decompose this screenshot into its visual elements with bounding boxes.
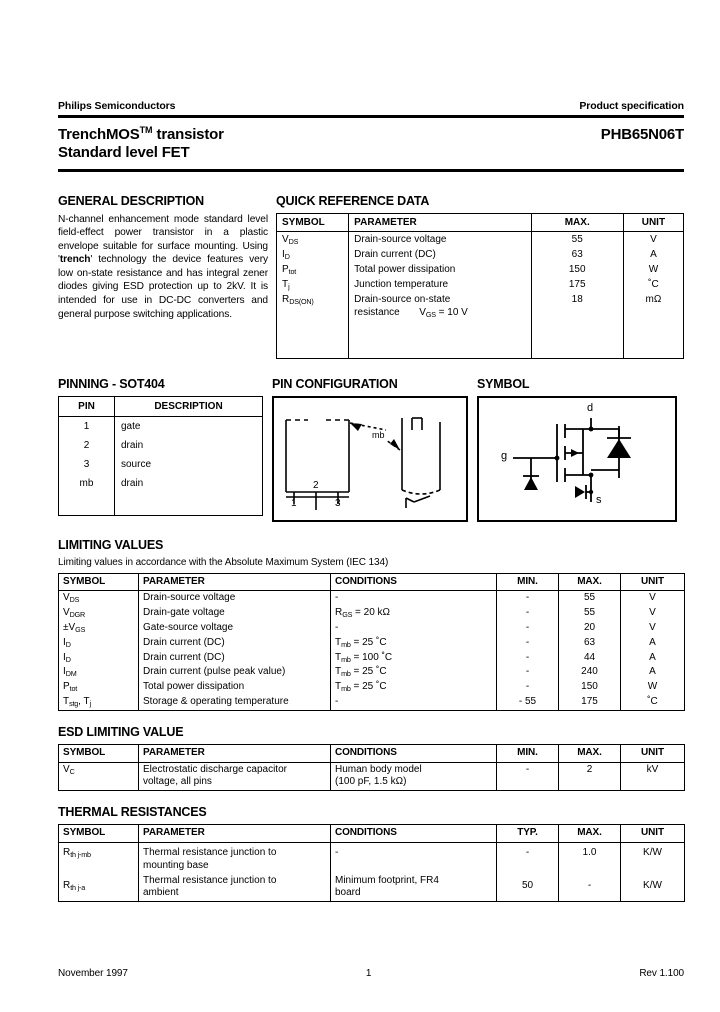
table-row <box>277 262 684 277</box>
cell-unit: mΩ <box>623 292 683 320</box>
col-pin: PIN <box>59 396 115 416</box>
cell-min: - <box>497 680 559 695</box>
condition-rest: = 20 kΩ <box>352 607 391 619</box>
cell-conditions: - <box>331 695 497 710</box>
condition-base: T <box>335 666 342 678</box>
symbol-sub: D <box>284 251 290 261</box>
cell-conditions <box>331 606 497 621</box>
header-rule-bottom <box>58 169 684 172</box>
pin-configuration-section <box>272 377 468 522</box>
condition-line1: Human body model <box>335 763 422 775</box>
pinning-section <box>58 377 263 522</box>
cell-symbol <box>277 231 349 247</box>
page-content <box>58 100 684 902</box>
col-symbol: SYMBOL <box>59 744 139 762</box>
footer-date: November 1997 <box>58 968 128 979</box>
thermal-resistances-heading: THERMAL RESISTANCES <box>58 805 207 820</box>
symbol-base: V <box>63 763 70 775</box>
table-header-row <box>59 825 685 843</box>
symbol-base: V <box>282 233 289 245</box>
cell-symbol <box>59 842 139 873</box>
cell-symbol <box>59 874 139 902</box>
spacer-cell <box>531 320 623 359</box>
cell-parameter: Drain-source voltage <box>349 231 531 247</box>
cell-unit: A <box>621 651 685 666</box>
col-min: MIN. <box>497 573 559 591</box>
cell-min: - <box>497 606 559 621</box>
label-mb: mb <box>372 429 385 440</box>
cell-min: - <box>497 762 559 791</box>
cell-max: 44 <box>559 651 621 666</box>
page-footer <box>58 968 684 979</box>
col-unit: UNIT <box>621 573 685 591</box>
symbol-base: R <box>63 846 71 858</box>
cell-symbol <box>59 665 139 680</box>
document-title <box>58 125 224 163</box>
cell-unit: A <box>621 636 685 651</box>
parameter-line2: mounting base <box>143 859 209 871</box>
condition-line1: - <box>335 846 339 858</box>
condition-line2: board <box>335 887 361 899</box>
cell-parameter <box>349 292 531 320</box>
cell-conditions <box>331 680 497 695</box>
label-pin2: 2 <box>313 479 319 491</box>
quick-reference-section <box>276 194 684 359</box>
title-row <box>58 125 684 163</box>
cell-max: 175 <box>531 277 623 292</box>
cell-typ: - <box>497 842 559 873</box>
cell-conditions: - <box>331 621 497 636</box>
table-row <box>59 436 263 455</box>
label-source: s <box>596 493 602 506</box>
col-parameter: PARAMETER <box>349 213 531 231</box>
cell-symbol <box>59 636 139 651</box>
symbol-sub: D <box>65 654 71 664</box>
parameter-line1: Electrostatic discharge capacitor <box>143 763 287 775</box>
general-description-heading: GENERAL DESCRIPTION <box>58 193 204 208</box>
top-section <box>58 194 684 359</box>
cell-min: - 55 <box>497 695 559 710</box>
desc-part2: ' technology the device features very low on-state resistance and has integral zener diodes giving ESD protection up to 2kV. It is intended for use in DC-DC converters and general purpose switching applications. <box>58 254 268 320</box>
col-max: MAX. <box>531 213 623 231</box>
limiting-values-heading: LIMITING VALUES <box>58 537 164 552</box>
cell-symbol <box>59 680 139 695</box>
thermal-resistances-table <box>58 824 685 902</box>
condition-sub: mb <box>341 639 351 649</box>
col-symbol: SYMBOL <box>59 825 139 843</box>
cell-max: - <box>559 874 621 902</box>
col-max: MAX. <box>559 573 621 591</box>
col-typ: TYP. <box>497 825 559 843</box>
symbol-sub: j <box>288 281 290 291</box>
limiting-values-section <box>58 538 684 711</box>
cell-max: 63 <box>559 636 621 651</box>
col-unit: UNIT <box>621 825 685 843</box>
col-symbol: SYMBOL <box>59 573 139 591</box>
cell-typ: 50 <box>497 874 559 902</box>
cell-symbol <box>59 591 139 606</box>
cell-description: drain <box>115 436 263 455</box>
parameter-line1: Drain-source on-state <box>354 293 451 305</box>
limiting-values-table <box>58 573 685 711</box>
symbol-sub: DM <box>65 669 77 679</box>
spacer-cell <box>115 493 263 516</box>
title-subtitle: Standard level FET <box>58 144 190 162</box>
general-description-text <box>58 213 268 322</box>
symbol-figure <box>477 396 677 522</box>
symbol-sub: DS(ON) <box>289 296 314 306</box>
table-header-row <box>277 213 684 231</box>
cell-max: 20 <box>559 621 621 636</box>
cell-parameter: Total power dissipation <box>349 262 531 277</box>
cell-max: 55 <box>559 606 621 621</box>
cell-max: 2 <box>559 762 621 791</box>
condition-base: T <box>335 651 342 663</box>
col-parameter: PARAMETER <box>139 744 331 762</box>
table-row <box>59 665 685 680</box>
col-unit: UNIT <box>623 213 683 231</box>
label-drain: d <box>587 401 594 414</box>
document-type: Product specification <box>579 100 684 112</box>
cell-pin: 1 <box>59 416 115 436</box>
cell-symbol <box>277 262 349 277</box>
col-conditions: CONDITIONS <box>331 825 497 843</box>
footer-page-number: 1 <box>365 968 372 979</box>
pinning-table <box>58 396 263 516</box>
cell-unit: V <box>621 606 685 621</box>
col-description: DESCRIPTION <box>115 396 263 416</box>
package-outline-diagram <box>274 398 466 516</box>
cell-max: 55 <box>559 591 621 606</box>
cell-symbol: $T_{stg}$, $T_j$ <box>59 695 139 710</box>
cell-symbol <box>59 621 139 636</box>
symbol-sub: C <box>69 766 75 776</box>
cell-conditions <box>331 651 497 666</box>
title-trenchmos: TrenchMOS <box>58 126 140 143</box>
condition-base: R <box>335 607 343 619</box>
condition-line2: (100 pF, 1.5 kΩ) <box>335 776 407 788</box>
cell-unit: V <box>621 591 685 606</box>
symbol-base: P <box>282 263 289 275</box>
table-row <box>59 416 263 436</box>
cell-max: 240 <box>559 665 621 680</box>
symbol-base: P <box>63 681 70 693</box>
page-header <box>58 100 684 112</box>
table-row <box>59 842 685 873</box>
col-parameter: PARAMETER <box>139 825 331 843</box>
cell-conditions <box>331 762 497 791</box>
cell-parameter: Gate-source voltage <box>139 621 331 636</box>
cell-pin: 3 <box>59 455 115 474</box>
condition-sub: mb <box>341 669 351 679</box>
mid-section <box>58 377 684 522</box>
symbol-sub: D <box>65 639 71 649</box>
trademark-symbol: TM <box>139 125 153 135</box>
footer-revision: Rev 1.100 <box>639 968 684 979</box>
cell-conditions <box>331 665 497 680</box>
spacer-cell <box>623 320 683 359</box>
cell-min: - <box>497 651 559 666</box>
cell-conditions: - <box>331 591 497 606</box>
cell-parameter: Drain current (DC) <box>139 651 331 666</box>
table-row <box>277 231 684 247</box>
label-pin3: 3 <box>335 497 341 509</box>
quick-reference-heading: QUICK REFERENCE DATA <box>276 193 430 208</box>
cell-max: 1.0 <box>559 842 621 873</box>
condition-rest: = 25 ˚C <box>350 636 387 648</box>
cell-unit: V <box>621 621 685 636</box>
table-spacer-row <box>59 493 263 516</box>
symbol-base2: T <box>83 695 90 707</box>
cell-symbol <box>59 651 139 666</box>
symbol-base: R <box>63 879 71 891</box>
spacer-cell <box>277 320 349 359</box>
table-row <box>59 874 685 902</box>
limiting-values-subheading: Limiting values in accordance with the Absolute Maximum System (IEC 134) <box>58 556 389 568</box>
desc-part1: N-channel enhancement mode standard level field-effect power transistor in a plastic envelope suitable for surface mounting. Using ' <box>58 213 268 266</box>
condition-base: T <box>335 636 342 648</box>
symbol-sub: DS <box>288 236 299 246</box>
parameter-line1: Thermal resistance junction to <box>143 874 277 886</box>
symbol-sub: DGR <box>69 610 86 620</box>
table-row <box>59 762 685 791</box>
cell-max: 55 <box>531 231 623 247</box>
symbol-base: I <box>63 666 66 678</box>
cell-min: - <box>497 591 559 606</box>
cell-max: 63 <box>531 247 623 262</box>
condition-sub: GS <box>342 610 353 620</box>
symbol-base: V <box>63 592 70 604</box>
esd-limiting-table <box>58 744 685 791</box>
table-row <box>277 247 684 262</box>
symbol-sub: th j-a <box>70 882 86 892</box>
parameter-line2 <box>354 306 525 319</box>
company-name: Philips Semiconductors <box>58 100 176 112</box>
symbol-base: I <box>63 636 66 648</box>
thermal-resistances-section <box>58 805 684 902</box>
symbol-base: I <box>282 248 285 260</box>
label-gate: g <box>501 449 508 462</box>
table-row <box>59 636 685 651</box>
cell-min: - <box>497 621 559 636</box>
label-pin1: 1 <box>291 497 297 509</box>
condition-line1: Minimum footprint, FR4 <box>335 874 439 886</box>
table-header-row <box>59 744 685 762</box>
cell-parameter: Drain current (DC) <box>349 247 531 262</box>
cell-unit: ˚C <box>621 695 685 710</box>
cell-symbol <box>59 606 139 621</box>
symbol-sub: tot <box>288 266 297 276</box>
cell-max: 175 <box>559 695 621 710</box>
condition-sub: mb <box>341 654 351 664</box>
cell-symbol <box>277 247 349 262</box>
col-max: MAX. <box>559 744 621 762</box>
table-row <box>277 292 684 320</box>
symbol-heading: SYMBOL <box>477 376 530 391</box>
table-row <box>59 591 685 606</box>
table-row <box>277 277 684 292</box>
symbol-sub: tot <box>69 684 78 694</box>
col-unit: UNIT <box>621 744 685 762</box>
spacer-cell <box>349 320 531 359</box>
cell-unit: W <box>623 262 683 277</box>
symbol-section <box>477 377 677 522</box>
condition-rest: = 10 V <box>435 306 468 318</box>
cell-parameter: Total power dissipation <box>139 680 331 695</box>
symbol-sub: stg <box>69 698 79 708</box>
table-row <box>59 474 263 493</box>
condition-rest: = 25 ˚C <box>350 681 387 693</box>
cell-parameter: Drain-gate voltage <box>139 606 331 621</box>
col-max: MAX. <box>559 825 621 843</box>
symbol-sub: DS <box>69 595 80 605</box>
col-conditions: CONDITIONS <box>331 744 497 762</box>
table-header-row <box>59 573 685 591</box>
cell-symbol <box>277 292 349 320</box>
cell-parameter <box>139 874 331 902</box>
esd-limiting-section <box>58 725 684 791</box>
parameter-line2: voltage, all pins <box>143 776 212 788</box>
cell-conditions <box>331 636 497 651</box>
symbol-base: V <box>68 621 76 633</box>
symbol-base: R <box>282 293 290 305</box>
cell-max: 150 <box>531 262 623 277</box>
cell-parameter: Junction temperature <box>349 277 531 292</box>
cell-symbol <box>277 277 349 292</box>
cell-unit: ˚C <box>623 277 683 292</box>
cell-max: 18 <box>531 292 623 320</box>
mosfet-symbol-diagram <box>479 398 675 516</box>
col-symbol: SYMBOL <box>277 213 349 231</box>
pin-configuration-heading: PIN CONFIGURATION <box>272 376 398 391</box>
condition-rest: = 100 ˚C <box>350 651 393 663</box>
table-header-row <box>59 396 263 416</box>
esd-limiting-heading: ESD LIMITING VALUE <box>58 724 184 739</box>
cell-unit: K/W <box>621 874 685 902</box>
condition-sub: GS <box>425 309 436 319</box>
header-rule-top <box>58 115 684 118</box>
symbol-sub2: j <box>89 698 92 708</box>
cell-unit: A <box>621 665 685 680</box>
cell-conditions <box>331 874 497 902</box>
cell-description: source <box>115 455 263 474</box>
symbol-base: I <box>63 651 66 663</box>
desc-bold-trench: trench <box>59 254 91 266</box>
symbol-prefix: ± <box>63 621 69 633</box>
table-row <box>59 651 685 666</box>
cell-max: 150 <box>559 680 621 695</box>
cell-parameter: Drain current (DC) <box>139 636 331 651</box>
cell-unit: K/W <box>621 842 685 873</box>
cell-parameter: Storage & operating temperature <box>139 695 331 710</box>
quick-reference-table <box>276 213 684 359</box>
cell-parameter: Drain-source voltage <box>139 591 331 606</box>
parameter-text: resistance <box>354 306 400 318</box>
symbol-base: V <box>63 607 70 619</box>
cell-parameter <box>139 762 331 791</box>
cell-unit: V <box>623 231 683 247</box>
parameter-line1: Thermal resistance junction to <box>143 846 277 858</box>
condition-base: T <box>335 681 342 693</box>
col-parameter: PARAMETER <box>139 573 331 591</box>
cell-min: - <box>497 665 559 680</box>
col-conditions: CONDITIONS <box>331 573 497 591</box>
cell-description: drain <box>115 474 263 493</box>
part-number: PHB65N06T <box>600 126 684 143</box>
cell-symbol <box>59 762 139 791</box>
cell-pin: 2 <box>59 436 115 455</box>
symbol-base: T <box>63 695 70 707</box>
table-row <box>59 680 685 695</box>
pinning-heading: PINNING - SOT404 <box>58 376 165 391</box>
col-min: MIN. <box>497 744 559 762</box>
cell-min: - <box>497 636 559 651</box>
condition-base: V <box>419 306 426 318</box>
cell-parameter: Drain current (pulse peak value) <box>139 665 331 680</box>
cell-pin: mb <box>59 474 115 493</box>
table-row <box>59 606 685 621</box>
title-transistor: transistor <box>152 126 224 143</box>
condition-rest: = 25 ˚C <box>350 666 387 678</box>
cell-parameter <box>139 842 331 873</box>
table-spacer-row <box>277 320 684 359</box>
symbol-base: T <box>282 278 289 290</box>
general-description-section <box>58 194 268 359</box>
cell-description: gate <box>115 416 263 436</box>
cell-unit: A <box>623 247 683 262</box>
cell-unit: W <box>621 680 685 695</box>
spacer-cell <box>59 493 115 516</box>
table-row <box>59 621 685 636</box>
parameter-line2: ambient <box>143 887 179 899</box>
condition-sub: mb <box>341 684 351 694</box>
cell-unit: kV <box>621 762 685 791</box>
cell-conditions <box>331 842 497 873</box>
symbol-sub: GS <box>75 624 86 634</box>
pin-configuration-figure <box>272 396 468 522</box>
symbol-sub: th j-mb <box>70 849 91 859</box>
table-row <box>59 455 263 474</box>
table-row <box>59 695 685 710</box>
